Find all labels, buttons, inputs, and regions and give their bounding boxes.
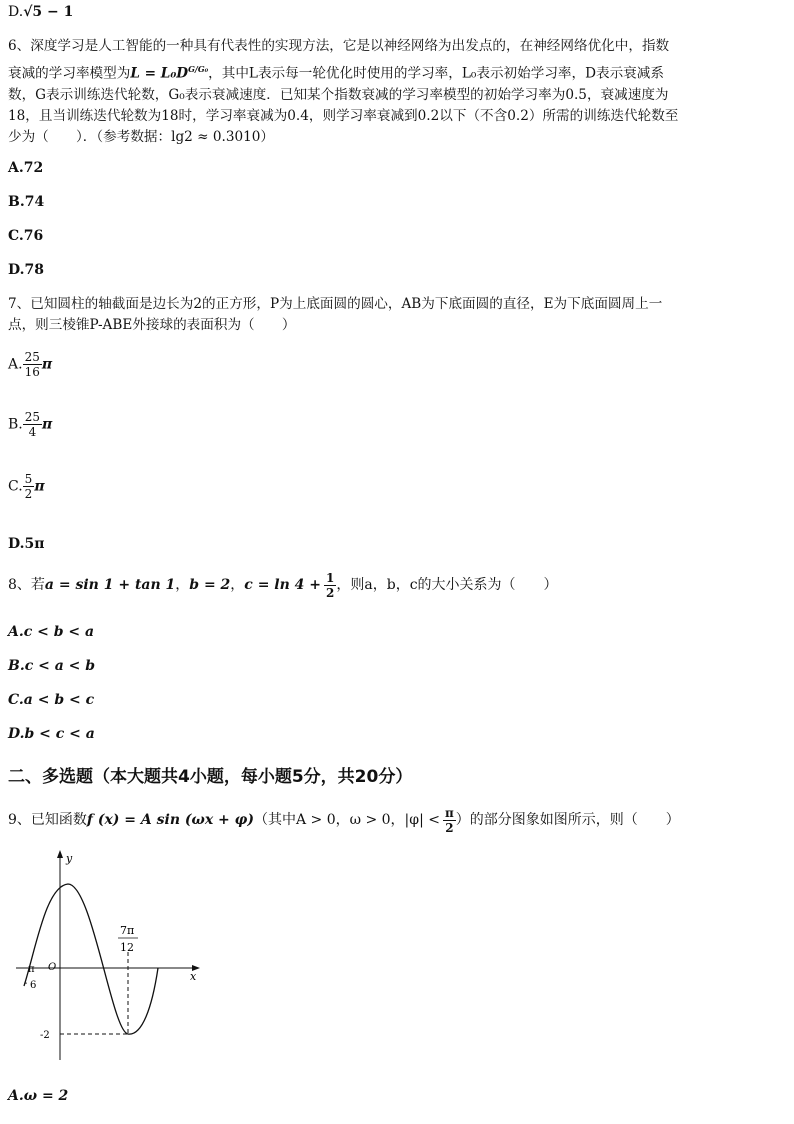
q7-option-b-den: 4 [28,425,37,439]
q7-option-b-pi: π [42,416,53,433]
q7-option-a-frac [23,350,42,379]
q7-option-b-num: 25 [24,410,41,424]
q7-option-c-num: 5 [24,472,33,486]
question-6 [8,36,786,148]
q7-option-a-num: 25 [24,350,40,364]
q6-line2 [8,59,786,85]
q6-option-b[interactable]: B.74 [8,194,45,210]
q7-option-a-label: A. [8,356,23,373]
q8-option-d[interactable]: D.b < c < a [8,726,95,742]
q8-sep1: ， [175,577,190,593]
q7-line1: 7、已知圆柱的轴截面是边长为2的正方形，P为上底面圆的圆心，AB为下底面圆的直径，E为下底面圆周上一 [8,296,663,312]
q8-half-den: 2 [326,585,335,600]
q6-formula-exp: G/G₀ [188,64,209,74]
q6-line2a: 衰减的学习率模型为 [8,65,131,82]
q8-option-b[interactable]: B.c < a < b [8,658,96,674]
question-9 [8,803,680,837]
q8-option-c[interactable]: C.a < b < c [8,692,95,708]
q6-line3: 数，G表示训练迭代轮数，G₀表示衰减速度．已知某个指数衰减的学习率模型的初始学习率为0.5，衰减速度为 [8,86,669,103]
tick-right-den: 12 [120,941,134,954]
q8-expr-b: b = 2 [189,577,231,593]
q9-pi-frac [443,806,456,835]
q6-line4: 18，且当训练迭代轮数为18时，学习率衰减为0.4，则学习率衰减到0.2以下（不含0.2）所需的训练迭代轮数至 [8,107,679,124]
q6-option-a[interactable]: A.72 [8,160,44,176]
q7-option-c-frac [23,472,35,501]
q8-expr-c: c = ln 4 + [244,577,322,593]
q9-func: f (x) = A sin (ωx + φ) [86,812,254,828]
tick-left-sign: - [24,978,28,989]
q8-prefix: 8、若 [8,577,45,593]
q8-expr-a: a = sin 1 + tan 1 [44,577,176,593]
q7-option-c[interactable] [8,472,45,501]
q9-pi-num: π [444,805,454,820]
q7-option-c-den: 2 [24,487,33,501]
q9-pi-den: 2 [445,820,454,835]
q7-option-a[interactable] [8,350,52,379]
question-8 [8,568,558,602]
q7-option-d[interactable]: D.5π [8,536,45,552]
q5-option-d[interactable] [8,2,73,22]
question-7 [8,294,786,336]
q9-cond: （其中A > 0，ω > 0，|φ| < [253,812,440,828]
q7-option-a-pi: π [41,356,53,373]
tick-left-den: 6 [30,980,37,991]
q8-sep2: ， [230,577,245,593]
q7-line2: 点，则三棱锥P-ABE外接球的表面积为（ ） [8,317,296,333]
q9-prefix: 9、已知函数 [8,812,87,828]
q5-option-d-label: D. [8,4,24,20]
section-2-title: 二、多选题（本大题共4小题，每小题5分，共20分） [8,767,413,787]
tick-left-num: π [28,964,35,975]
q8-half-frac [324,571,336,600]
q6-formula: L = L₀D [130,65,189,82]
q6-option-d[interactable]: D.78 [8,262,44,278]
tick-right-num: 7π [120,924,135,937]
y-axis-arrow [57,850,63,858]
q6-line5: 少为（ ）．（参考数据：lg2 ≈ 0.3010） [8,128,275,145]
q7-option-b[interactable] [8,410,52,439]
q9-suffix: ）的部分图象如图所示，则（ ） [455,812,680,828]
q7-option-a-den: 16 [24,365,40,379]
q8-half-num: 1 [326,570,335,585]
origin-label: O [48,962,57,973]
sine-graph [8,848,208,1068]
q7-option-b-frac [23,410,42,439]
q8-suffix: ，则a，b，c的大小关系为（ ） [336,577,558,593]
q6-line2b: ，其中L表示每一轮优化时使用的学习率，L₀表示初始学习率，D表示衰减系 [208,65,664,82]
q7-option-c-label: C. [8,478,23,495]
q6-option-c[interactable]: C.76 [8,228,44,244]
q7-option-c-pi: π [34,478,45,495]
q5-option-d-expr: √5 − 1 [23,4,74,20]
x-axis-label: x [190,970,197,983]
min-value-label: -2 [40,1030,50,1041]
q8-option-a[interactable]: A.c < b < a [8,624,95,640]
q6-line1: 6、深度学习是人工智能的一种具有代表性的实现方法，它是以神经网络为出发点的，在神经网络优化中，指数 [8,38,670,54]
sine-curve [24,884,158,1034]
q7-option-b-label: B. [8,416,23,433]
y-axis-label: y [66,852,73,865]
q9-option-a[interactable]: A.ω = 2 [8,1088,69,1104]
